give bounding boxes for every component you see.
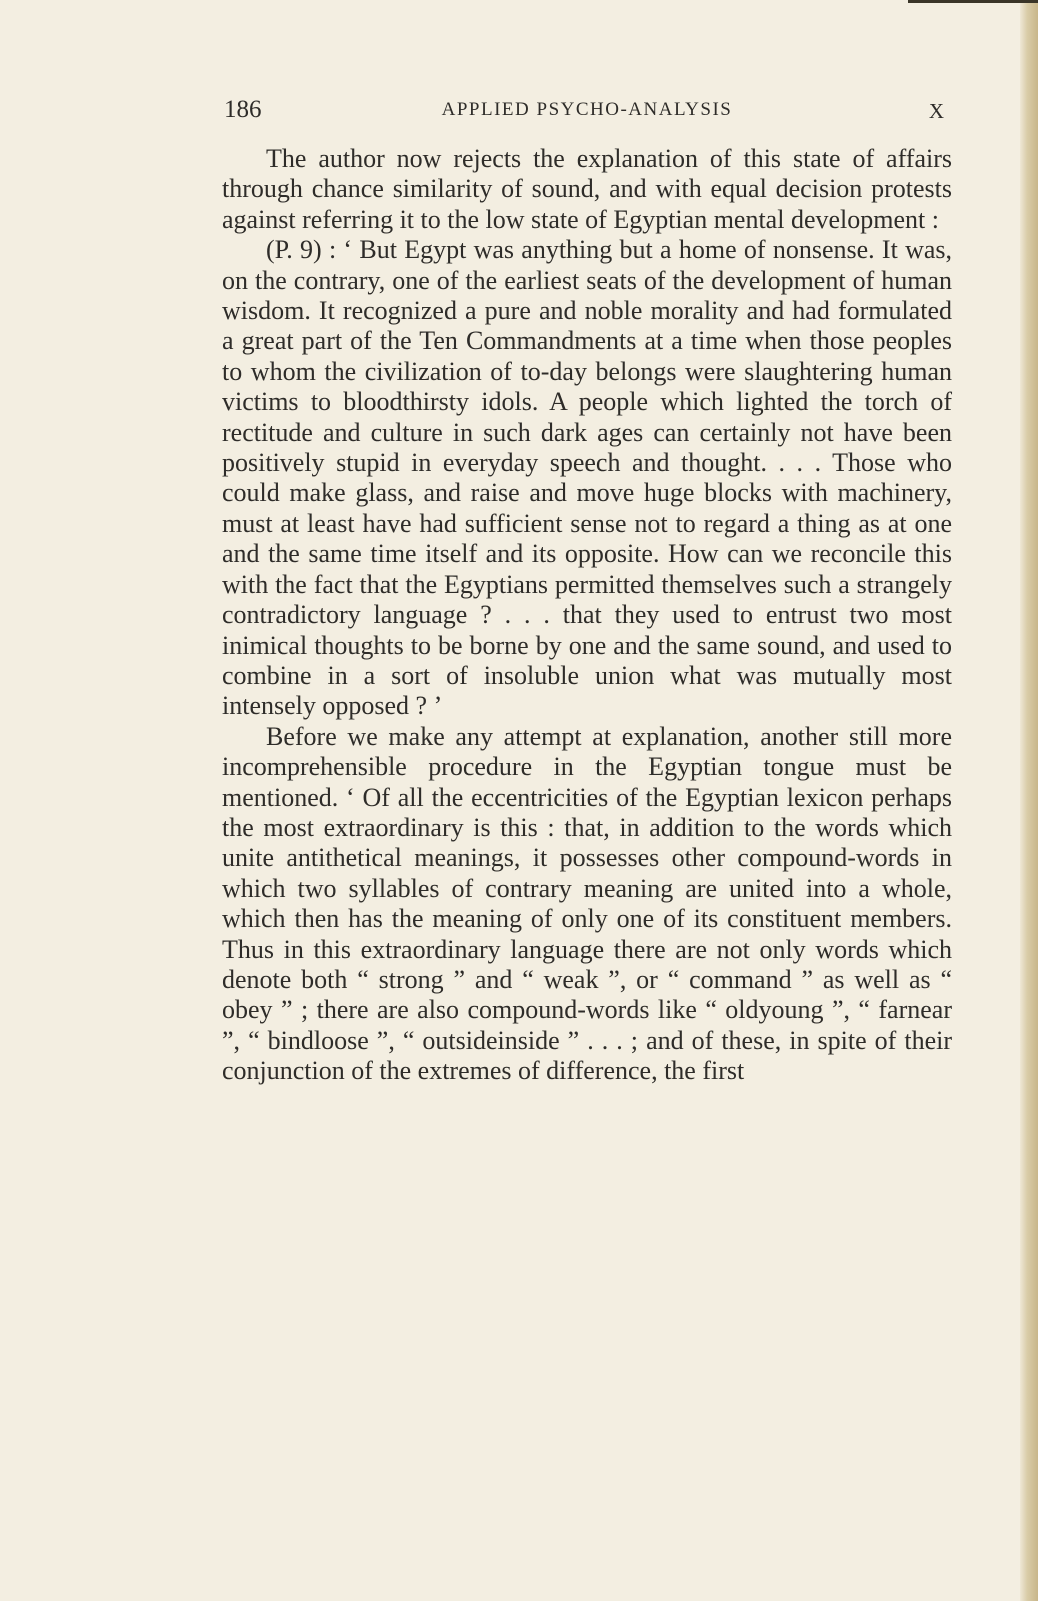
running-title: APPLIED PSYCHO-ANALYSIS: [441, 99, 733, 120]
running-head: [222, 96, 952, 130]
paragraph: The author now rejects the explanation of this state of affairs through chance similarity of sound, and with equal decision protests against referring it to the low state of Egyptian mental development :: [222, 144, 952, 234]
page-edge: [1020, 0, 1038, 1601]
page-number: 186: [224, 96, 262, 123]
body-text: [222, 144, 952, 1087]
scan-border: [908, 0, 1038, 3]
chapter-number: X: [928, 99, 944, 123]
paragraph: Before we make any attempt at explanation, another still more incomprehensible procedure in the Egyptian tongue must be mentioned. ‘ Of all the eccentricities of the Egyptian lexicon perhaps the most extraordinary is this : that, in addition to the words which unite antithetical meanings, it possesses other compound-words in which two syllables of contrary meaning are united into a whole, which then has the meaning of only one of its constituent members. Thus in this extraordinary language there are not only words which denote both “ strong ” and “ weak ”, or “ command ” as well as “ obey ” ; there are also compound-words like “ oldyoung ”, “ farnear ”, “ bindloose ”, “ outsideinside ” . . . ; and of these, in spite of their conjunction of the extremes of difference, the first: [222, 721, 952, 1086]
paragraph: (P. 9) : ‘ But Egypt was anything but a home of nonsense. It was, on the contrary, one of the earliest seats of the development of human wisdom. It recognized a pure and noble morality and had formulated a great part of the Ten Commandments at a time when those peoples to whom the civilization of to-day belongs were slaughtering human victims to bloodthirsty idols. A people which lighted the torch of rectitude and culture in such dark ages can certainly not have been positively stupid in everyday speech and thought. . . . Those who could make glass, and raise and move huge blocks with machinery, must at least have had sufficient sense not to regard a thing as at one and the same time itself and its opposite. How can we reconcile this with the fact that the Egyptians permitted themselves such a strangely contradictory language ? . . . that they used to entrust two most inimical thoughts to be borne by one and the same sound, and used to combine in a sort of insoluble union what was mutually most intensely opposed ? ’: [222, 235, 952, 721]
book-page: [222, 96, 952, 1087]
